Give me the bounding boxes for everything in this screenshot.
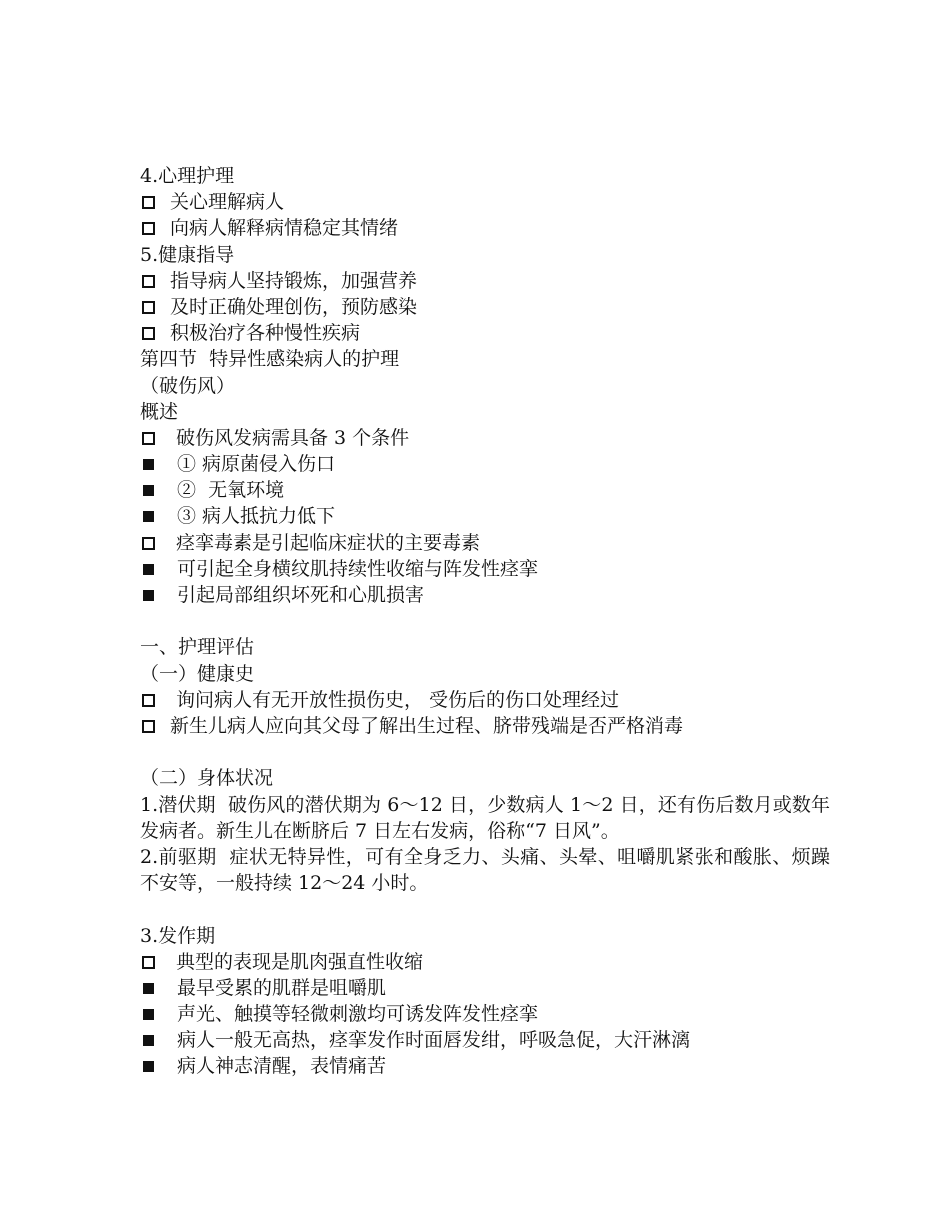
list-item: 痉挛毒素是引起临床症状的主要毒素 (140, 530, 830, 556)
blank-line (140, 739, 830, 765)
checkbox-bullet-icon (142, 196, 155, 209)
square-bullet-icon (143, 983, 154, 994)
square-bullet-icon (143, 1035, 154, 1046)
sub-list-item: 可引起全身横纹肌持续性收缩与阵发性痉挛 (140, 556, 830, 582)
history-heading: （一）健康史 (140, 662, 255, 685)
checkbox-bullet-icon (142, 956, 155, 969)
list-item: 向病人解释病情稳定其情绪 (140, 215, 830, 241)
square-bullet-icon (143, 459, 154, 470)
list-item: 新生儿病人应向其父母了解出生过程、脐带残端是否严格消毒 (140, 713, 830, 739)
sub-list-item: 引起局部组织坏死和心肌损害 (140, 582, 830, 608)
checkbox-bullet-icon (142, 222, 155, 235)
square-bullet-icon (143, 1061, 154, 1072)
sub-list-item: 声光、触摸等轻微刺激均可诱发阵发性痉挛 (140, 1001, 830, 1027)
list-item: 关心理解病人 (140, 189, 830, 215)
sub-list-item: 病人神志清醒，表情痛苦 (140, 1053, 830, 1079)
checkbox-bullet-icon (142, 327, 155, 340)
document-body (140, 163, 830, 1080)
sub-list-item: 最早受累的肌群是咀嚼肌 (140, 975, 830, 1001)
list-item: 积极治疗各种慢性疾病 (140, 320, 830, 346)
blank-line (140, 608, 830, 634)
square-bullet-icon (143, 485, 154, 496)
list-item: 破伤风发病需具备 3 个条件 (140, 425, 830, 451)
list-item: 指导病人坚持锻炼，加强营养 (140, 268, 830, 294)
incubation-paragraph: 1.潜伏期 破伤风的潜伏期为 6～12 日，少数病人 1～2 日，还有伤后数月或数年发病者。新生儿在断脐后 7 日左右发病，俗称“7 日风”。 (140, 793, 830, 842)
overview-heading: 概述 (140, 400, 179, 423)
list-item: 典型的表现是肌肉强直性收缩 (140, 949, 830, 975)
sub-list-item: ③ 病人抵抗力低下 (140, 503, 830, 529)
square-bullet-icon (143, 511, 154, 522)
checkbox-bullet-icon (142, 275, 155, 288)
sub-list-item: 病人一般无高热，痉挛发作时面唇发绀，呼吸急促，大汗淋漓 (140, 1027, 830, 1053)
body-status-heading: （二）身体状况 (140, 767, 274, 790)
sub-list-item: ② 无氧环境 (140, 477, 830, 503)
checkbox-bullet-icon (142, 301, 155, 314)
square-bullet-icon (143, 590, 154, 601)
square-bullet-icon (143, 564, 154, 575)
section-heading: 5.健康指导 (140, 243, 235, 266)
prodrome-paragraph: 2.前驱期 症状无特异性，可有全身乏力、头痛、头晕、咀嚼肌紧张和酸胀、烦躁不安等，一般持续 12～24 小时。 (140, 845, 830, 895)
list-item: 及时正确处理创伤，预防感染 (140, 294, 830, 320)
checkbox-bullet-icon (142, 694, 155, 707)
checkbox-bullet-icon (142, 432, 155, 445)
section-heading: 4.心理护理 (140, 165, 235, 187)
square-bullet-icon (143, 1009, 154, 1020)
sub-list-item: ① 病原菌侵入伤口 (140, 451, 830, 477)
chapter-title: 第四节 特异性感染病人的护理 (140, 348, 400, 371)
blank-line (140, 896, 830, 922)
chapter-subtitle: （破伤风） (140, 374, 236, 397)
attack-heading: 3.发作期 (140, 924, 216, 947)
list-item: 询问病人有无开放性损伤史， 受伤后的伤口处理经过 (140, 687, 830, 713)
assessment-heading: 一、护理评估 (140, 636, 255, 659)
checkbox-bullet-icon (142, 720, 155, 733)
checkbox-bullet-icon (142, 537, 155, 550)
